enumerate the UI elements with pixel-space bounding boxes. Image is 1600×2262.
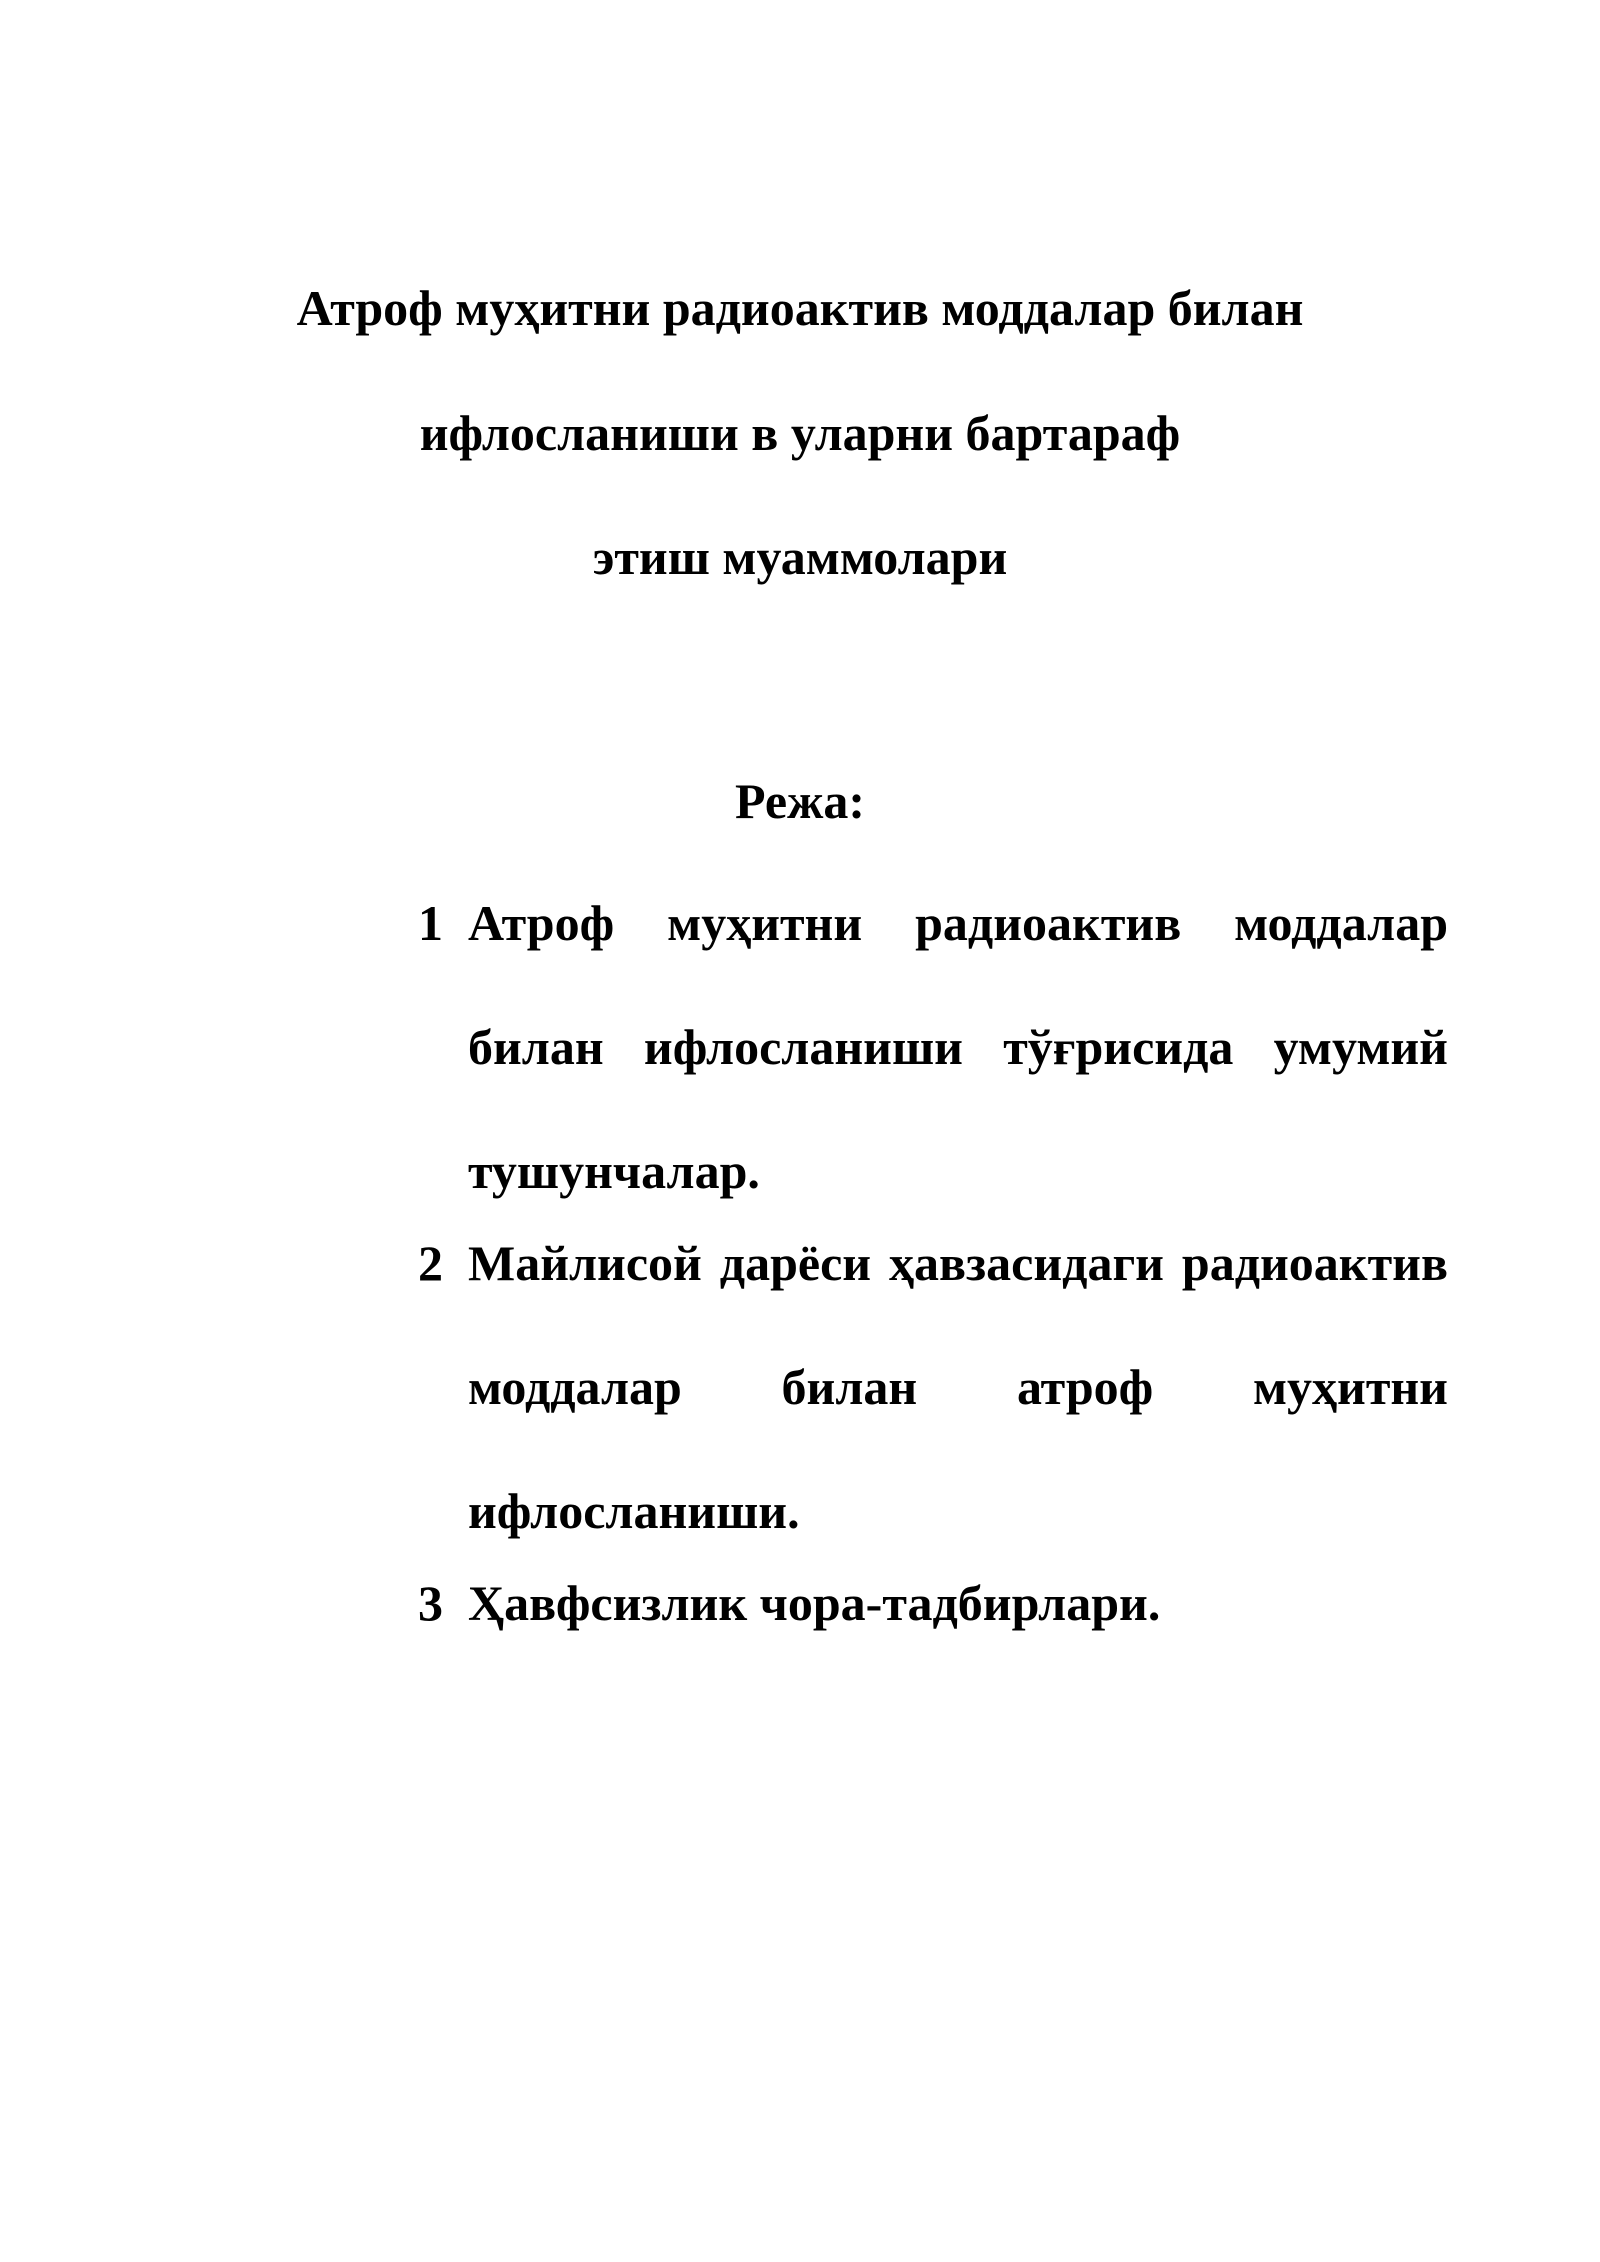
plan-list xyxy=(418,893,1448,1665)
plan-item-3 xyxy=(418,1573,1448,1665)
plan-item-number: 3 xyxy=(418,1575,443,1631)
title-line-1: Атроф муҳитни радиоактив моддалар билан xyxy=(296,280,1304,336)
plan-heading: Режа: xyxy=(735,773,865,829)
title-line-2: ифлосланиши в уларни бартараф xyxy=(419,405,1181,461)
plan-item-text: Майлисой дарёси ҳавзасидаги радиоактив моддалар билан атроф муҳитни ифлосланиши. xyxy=(468,1235,1448,1539)
title-line-3: этиш муаммолари xyxy=(592,529,1008,585)
plan-item-number: 2 xyxy=(418,1235,443,1291)
plan-item-text: Атроф муҳитни радиоактив моддалар билан ифлосланиши тўғрисида умумий тушунчалар. xyxy=(468,895,1448,1199)
plan-item-number: 1 xyxy=(418,895,443,951)
plan-item-text: Ҳавфсизлик чора-тадбирлари. xyxy=(468,1575,1161,1631)
plan-item-2 xyxy=(418,1233,1448,1573)
plan-item-1 xyxy=(418,893,1448,1233)
